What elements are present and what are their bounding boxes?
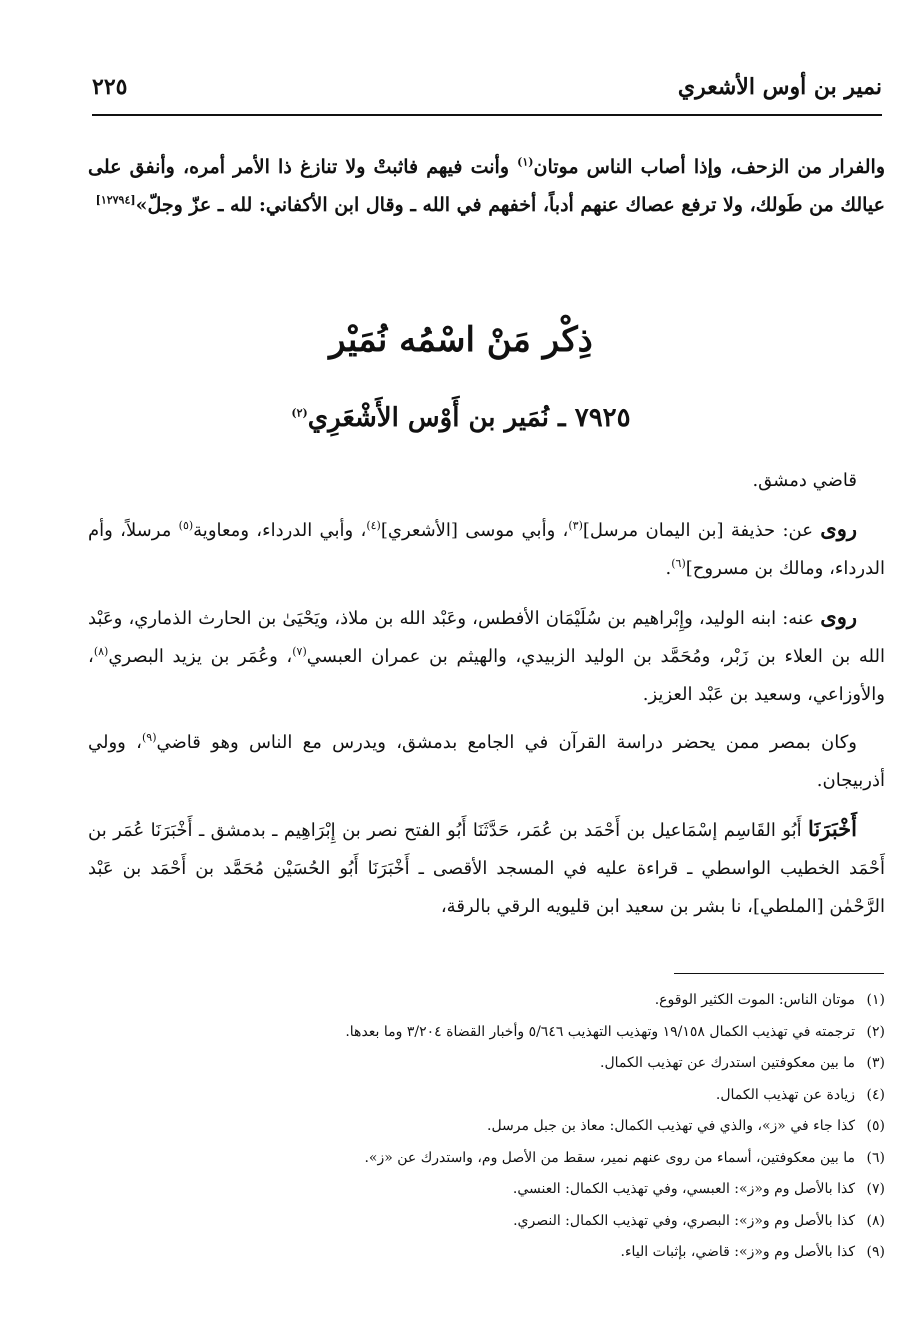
footnote-item: (٥)كذا جاء في «ز»، والذي في تهذيب الكمال: معاذ بن جبل مرسل. [487,1118,885,1134]
entry-body [88,462,885,936]
footnote-item: (٣)ما بين معكوفتين استدرك عن تهذيب الكمال. [600,1055,885,1071]
paragraph-akhbarana: أَخْبَرَنَا أَبُو القَاسِم إسْمَاعيل بن أَحْمَد بن عُمَر، حَدَّثَنَا أَبُو الفتح نصر بن إِبْرَاهِيم ـ بدمشق ـ أَخْبَرَنَا عُمَر بن أَحْمَد الخطيب الواسطي ـ قراءة عليه في المسجد الأقصى ـ أَخْبَرَنَا أَبُو الحُسَيْن مُحَمَّد بن أَحْمَد بن عَبْد الرَّحْمٰن [الملطي]، نا بشر بن سعيد ابن قليويه الرقي بالرقة، [88,816,885,917]
paragraph-kana: وكان بمصر ممن يحضر دراسة القرآن في الجامع بدمشق، ويدرس مع الناس وهو قاضي$^{(٩)}$، وولي أذربيجان. [88,731,885,791]
hadith-ref-number: [١٢٧٩٤] [95,193,136,207]
footnote-ref: (٢) [291,406,308,420]
footnote-item: (٨)كذا بالأصل وم و«ز»: البصري، وفي تهذيب الكمال: النصري. [513,1212,885,1229]
page-number: ٢٢٥ [92,74,128,100]
paragraph-rawa-an: روى عن: حذيفة [بن اليمان مرسل]$^{(٣)}$، وأبي موسى [الأشعري]$^{(٤)}$، وأبي الدرداء، ومعاوية$^{(٥)}$ مرسلاً، وأم الدرداء، ومالك بن مسروح]$^{(٦)}$. [88,516,885,579]
paragraph-qadi: قاضي دمشق. [752,470,857,491]
footnote-item: (٧)كذا بالأصل وم و«ز»: العبسي، وفي تهذيب الكمال: العنسي. [512,1181,885,1197]
footnotes [150,985,885,1269]
section-title: ذِكْر مَنْ اسْمُه نُمَيْر [329,320,593,360]
page-header [92,68,882,116]
footnote-item: (٤)زيادة عن تهذيب الكمال. [715,1086,885,1103]
footnote-item: (٩)كذا بالأصل وم و«ز»: قاضي، بإثبات الياء. [620,1244,885,1260]
footnote-item: (٢)ترجمته في تهذيب الكمال ١٩/١٥٨ وتهذيب التهذيب ٥/٦٤٦ وأخبار القضاة ٣/٢٠٤ وما بعدها. [345,1023,885,1040]
footnote-item: (١)موتان الناس: الموت الكثير الوقوع. [654,992,885,1008]
footnote-ref: (١) [517,155,534,169]
running-title: نمير بن أوس الأشعري [677,74,882,100]
footnote-divider [674,973,884,974]
entry-title: ٧٩٢٥ ـ نُمَير بن أَوْس الأَشْعَرِي$^{(٢)}$ [291,403,631,433]
continuation-paragraph: والفرار من الزحف، وإذا أصاب الناس موتان$^{(١)}$ وأنت فيهم فاثبتْ ولا تنازغ ذا الأمر أمره، وأنفق على عيالك من طَولك، ولا ترفع عصاك عنهم أدباً، أخفهم في الله ـ وقال ابن الأكفاني: لله ـ عزّ وجلّ»[١٢٧٩٤] [88,155,885,216]
paragraph-rawa-anhu: روى عنه: ابنه الوليد، وإِبْراهيم بن سُلَيْمَان الأفطس، وعَبْد الله بن ملاذ، ويَحْيَىٰ بن الحارث الذماري، وعَبْد الله بن العلاء بن زَبْر، ومُحَمَّد بن الوليد الزبيدي، والهيثم بن عمران العبسي$^{(٧)}$، وعُمَر بن يزيد البصري$^{(٨)}$، والأوزاعي، وسعيد بن عَبْد العزيز. [88,604,886,705]
footnote-item: (٦)ما بين معكوفتين، أسماء من روى عنهم نمير، سقط من الأصل وم، واستدرك عن «ز». [364,1149,885,1166]
